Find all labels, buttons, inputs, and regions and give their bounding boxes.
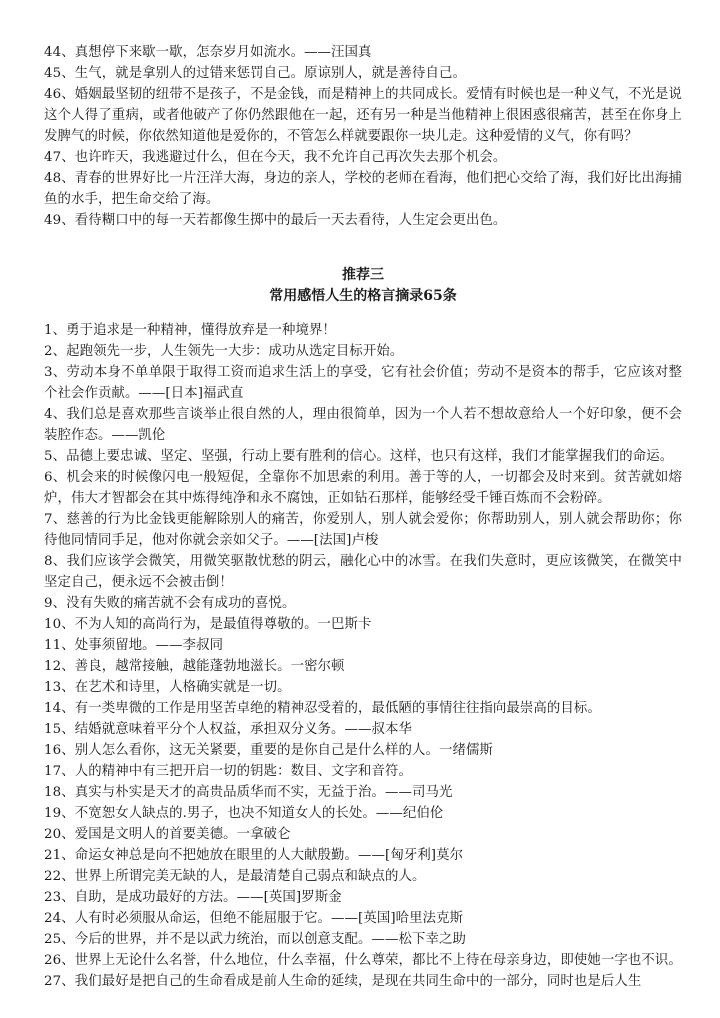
list-item: 5、品德上要忠诚、坚定、坚强，行动上要有胜利的信心。这样，也只有这样，我们才能掌握我们的命运。 — [44, 449, 674, 464]
list-item: 16、别人怎么看你，这无关紧要，重要的是你自己是什么样的人。一绪儒斯 — [44, 743, 493, 758]
list-item: 23、自助，是成功最好的方法。——[英国]罗斯金 — [44, 890, 342, 905]
list-item: 4、我们总是喜欢那些言谈举止很自然的人，理由很简单，因为一个人若不想故意给人一个好印象，便不会装腔作态。——凯伦 — [44, 407, 682, 443]
section-label: 推荐三 — [342, 267, 384, 283]
list-item: 20、爱国是文明人的首要美德。一拿破仑 — [44, 827, 291, 842]
list-item: 1、勇于追求是一种精神，懂得放弃是一种境界！ — [44, 323, 336, 338]
section-heading — [44, 265, 682, 307]
list-item: 21、命运女神总是向不把她放在眼里的人大献殷勤。——[匈牙利]莫尔 — [44, 848, 464, 863]
list-item: 25、今后的世界，并不是以武力统治，而以创意支配。——松下幸之助 — [44, 932, 466, 947]
list-item: 11、处事须留地。——李叔同 — [44, 638, 224, 653]
list-item: 48、青春的世界好比一片汪洋大海，身边的亲人，学校的老师在看海，他们把心交给了海，我们好比出海捕鱼的水手，把生命交给了海。 — [44, 171, 682, 207]
list-item: 18、真实与朴实是天才的高贵品质华而不实，无益于治。——司马光 — [44, 785, 453, 800]
list-item: 27、我们最好是把自己的生命看成是前人生命的延续，是现在共同生命中的一部分，同时也是后人生 — [44, 974, 642, 989]
list-item: 14、有一类卑微的工作是用坚苦卓绝的精神忍受着的，最低陋的事情往往指向最崇高的目标。 — [44, 701, 601, 716]
list-item: 10、不为人知的高尚行为，是最值得尊敬的。一巴斯卡 — [44, 617, 372, 632]
list-item: 13、在艺术和诗里，人格确实就是一切。 — [44, 680, 291, 695]
list-item: 8、我们应该学会微笑，用微笑驱散忧愁的阴云，融化心中的冰雪。在我们失意时，更应该微笑，在微笑中坚定自己，便永远不会被击倒！ — [44, 554, 682, 590]
list-item: 47、也许昨天，我逃避过什么，但在今天，我不允许自己再次失去那个机会。 — [44, 150, 507, 165]
list-item: 46、婚姻最坚韧的纽带不是孩子，不是金钱，而是精神上的共同成长。爱情有时候也是一种义气，不光是说这个人得了重病，或者他破产了你仍然跟他在一起，还有另一种是当他精神上很困惑很痛苦，甚至在你身上发脾气的时候，你依然知道他是爱你的，不管怎么样就要跟你一块儿走。这种爱情的义气，你有吗？ — [44, 87, 682, 144]
list-item: 15、结婚就意味着平分个人权益，承担双分义务。——叔本华 — [44, 722, 412, 737]
list-item: 22、世界上所谓完美无缺的人，是最清楚自己弱点和缺点的人。 — [44, 869, 426, 884]
list-item: 26、世界上无论什么名誉，什么地位，什么幸福，什么尊荣，都比不上待在母亲身边，即使她一字也不识。 — [44, 953, 682, 968]
list-item: 24、人有时必须服从命运，但绝不能屈服于它。——[英国]哈里法克斯 — [44, 911, 464, 926]
list-item: 2、起跑领先一步，人生领先一大步：成功从选定目标开始。 — [44, 344, 404, 359]
list-item: 49、看待糊口中的每一天若都像生掷中的最后一天去看待，人生定会更出色。 — [44, 213, 507, 228]
list-item: 7、慈善的行为比金钱更能解除别人的痛苦，你爱别人，别人就会爱你；你帮助别人，别人就会帮助你；你待他同情同手足，他对你就会亲如父子。——[法国]卢梭 — [44, 512, 682, 548]
list-item: 6、机会来的时候像闪电一般短促，全靠你不加思索的利用。善于等的人，一切都会及时来到。贫苦就如熔炉，伟大才智都会在其中炼得纯净和永不腐蚀，正如钻石那样，能够经受千锤百炼而不会粉碎。 — [44, 470, 682, 506]
section-title: 常用感悟人生的格言摘录65条 — [269, 288, 457, 304]
list-item: 9、没有失败的痛苦就不会有成功的喜悦。 — [44, 596, 296, 611]
list-item: 12、善良，越常接触，越能蓬勃地滋长。一密尔顿 — [44, 659, 345, 674]
list-item: 44、真想停下来歇一歇，怎奈岁月如流水。——汪国真 — [44, 45, 372, 60]
list-item: 3、劳动本身不单单限于取得工资而追求生活上的享受，它有社会价值；劳动不是资本的帮手，它应该对整个社会作贡献。——[日本]福武直 — [44, 365, 682, 401]
top-quote-list — [44, 42, 682, 231]
list-item: 17、人的精神中有三把开启一切的钥匙：数目、文字和音符。 — [44, 764, 412, 779]
list-item: 45、生气，就是拿别人的过错来惩罚自己。原谅别人，就是善待自己。 — [44, 66, 466, 81]
quote-list — [44, 320, 682, 992]
list-item: 19、不宽恕女人缺点的.男子，也决不知道女人的长处。——纪伯伦 — [44, 806, 444, 821]
